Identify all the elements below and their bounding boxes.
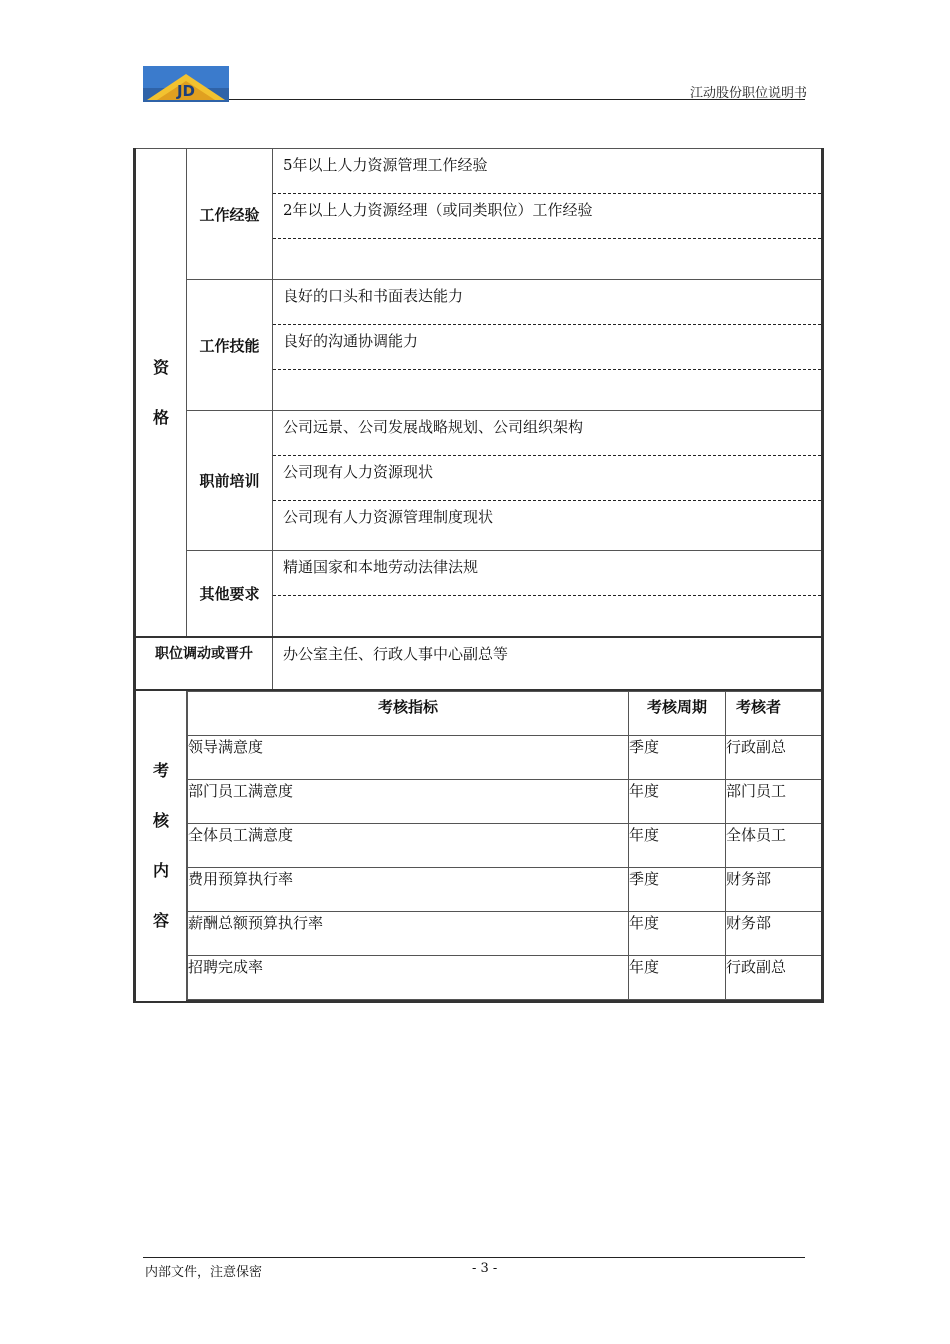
assessor-cell: 全体员工 bbox=[726, 824, 824, 868]
qualifications-section-label: 资 格 bbox=[135, 149, 187, 638]
indicator-cell: 领导满意度 bbox=[188, 736, 629, 780]
confidential-notice: 内部文件，注意保密 bbox=[145, 1265, 263, 1280]
work-skills-label: 工作技能 bbox=[187, 280, 273, 411]
document-title: 江动股份职位说明书 bbox=[689, 86, 807, 101]
blank-line bbox=[273, 370, 821, 410]
other-requirements-label: 其他要求 bbox=[187, 551, 273, 638]
assessor-cell: 财务部 bbox=[726, 868, 824, 912]
blank-line bbox=[273, 239, 821, 279]
work-skills-content bbox=[273, 280, 823, 411]
period-cell: 年度 bbox=[629, 956, 726, 1000]
table-row bbox=[188, 956, 824, 1000]
period-cell: 季度 bbox=[629, 868, 726, 912]
table-row bbox=[188, 912, 824, 956]
indicator-cell: 招聘完成率 bbox=[188, 956, 629, 1000]
list-item: 公司远景、公司发展战略规划、公司组织架构 bbox=[273, 411, 821, 456]
list-item: 精通国家和本地劳动法律法规 bbox=[273, 551, 821, 596]
period-cell: 年度 bbox=[629, 824, 726, 868]
assessment-section-label: 考 核 内 容 bbox=[135, 690, 187, 1002]
list-item: 5年以上人力资源管理工作经验 bbox=[273, 149, 821, 194]
indicator-cell: 全体员工满意度 bbox=[188, 824, 629, 868]
indicator-cell: 费用预算执行率 bbox=[188, 868, 629, 912]
svg-text:JD: JD bbox=[176, 82, 196, 100]
column-header-indicator: 考核指标 bbox=[188, 692, 629, 736]
pre-job-training-label: 职前培训 bbox=[187, 411, 273, 551]
table-row bbox=[188, 736, 824, 780]
assessor-cell: 行政副总 bbox=[726, 736, 824, 780]
column-header-assessor: 考核者 bbox=[726, 692, 824, 736]
assessment-table bbox=[187, 691, 824, 1000]
page-number: - 3 - bbox=[472, 1261, 498, 1276]
indicator-cell: 薪酬总额预算执行率 bbox=[188, 912, 629, 956]
assessment-table-cell bbox=[187, 690, 823, 1002]
table-row bbox=[188, 824, 824, 868]
list-item: 良好的口头和书面表达能力 bbox=[273, 280, 821, 325]
assessor-cell: 部门员工 bbox=[726, 780, 824, 824]
period-cell: 年度 bbox=[629, 780, 726, 824]
indicator-cell: 部门员工满意度 bbox=[188, 780, 629, 824]
list-item: 公司现有人力资源现状 bbox=[273, 456, 821, 501]
period-cell: 季度 bbox=[629, 736, 726, 780]
list-item: 良好的沟通协调能力 bbox=[273, 325, 821, 370]
job-description-table bbox=[133, 148, 824, 1003]
table-row bbox=[188, 780, 824, 824]
company-logo bbox=[143, 66, 229, 102]
list-item: 公司现有人力资源管理制度现状 bbox=[283, 508, 494, 526]
period-cell: 年度 bbox=[629, 912, 726, 956]
table-row bbox=[188, 868, 824, 912]
footer-rule bbox=[143, 1257, 805, 1258]
table-header-row bbox=[188, 692, 824, 736]
assessor-cell: 财务部 bbox=[726, 912, 824, 956]
list-item: 2年以上人力资源经理（或同类职位）工作经验 bbox=[273, 194, 821, 239]
pre-job-training-content bbox=[273, 411, 823, 551]
work-experience-label: 工作经验 bbox=[187, 149, 273, 280]
other-requirements-content bbox=[273, 551, 823, 638]
work-experience-content bbox=[273, 149, 823, 280]
blank-line bbox=[273, 596, 821, 636]
transfer-label: 职位调动或晋升 bbox=[135, 637, 273, 690]
column-header-period: 考核周期 bbox=[629, 692, 726, 736]
assessor-cell: 行政副总 bbox=[726, 956, 824, 1000]
transfer-value: 办公室主任、行政人事中心副总等 bbox=[273, 637, 823, 690]
